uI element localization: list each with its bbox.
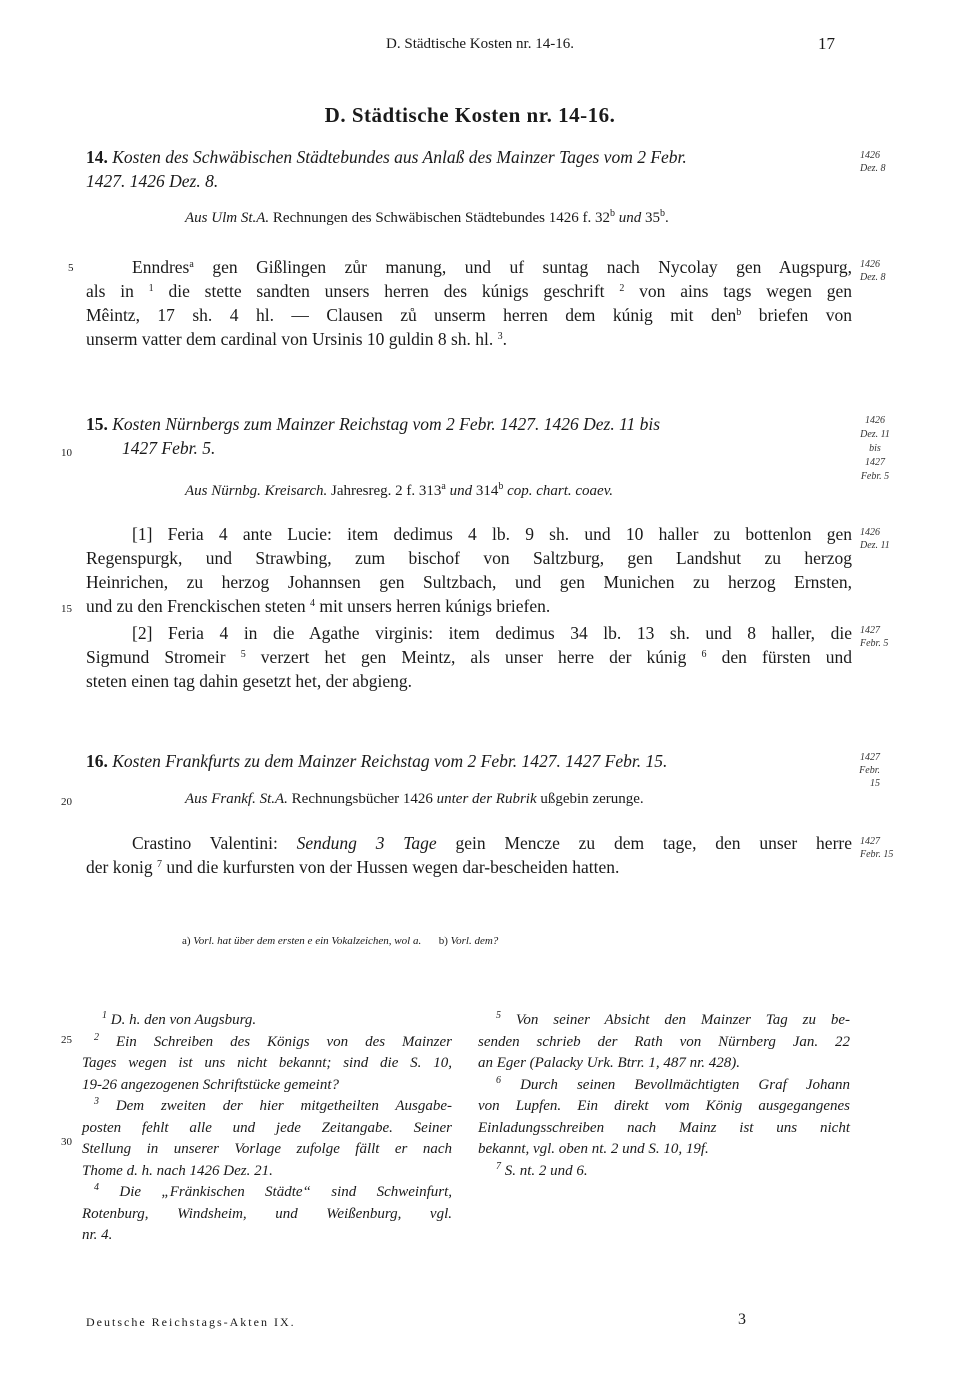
text: gein Mencze zu dem tage, den unser herre [436, 833, 852, 853]
footnote-number: 2 [94, 1031, 99, 1043]
item-15-heading [86, 413, 852, 436]
source-archive: Aus Frankf. St.A. [185, 791, 288, 807]
source-archive: Aus Ulm St.A. [185, 210, 270, 226]
margin-date-line: 1426 [865, 415, 885, 426]
footnote-text: S. nt. 2 und 6. [504, 1162, 588, 1179]
item-number: 15. [86, 414, 108, 434]
variant-label: b) [438, 935, 448, 947]
item-title-continued: 1427. 1426 Dez. 8. [86, 171, 219, 191]
source-text: Rechnungsbücher 1426 [291, 791, 433, 807]
margin-date-line: 1427 [860, 836, 880, 847]
margin-date [860, 258, 886, 284]
margin-date [860, 835, 893, 861]
item-16-source [185, 791, 644, 808]
text: Sigmund Stromeir [86, 647, 241, 667]
margin-date-line: Dez. 11 [860, 540, 890, 551]
margin-date [848, 751, 880, 790]
footnote-text: Durch seinen Bevollmächtigten Graf Johann [520, 1076, 850, 1093]
footnotes-left [82, 1010, 452, 1247]
margin-date-line: Febr. 15 [860, 849, 894, 860]
entry-1-line [86, 595, 550, 618]
source-text: 35 [644, 210, 660, 226]
entry-2-line: steten einen tag dahin gesetzt het, der abgieng. [86, 671, 413, 691]
text: der konig [86, 857, 157, 877]
footnotes-right [478, 1010, 850, 1182]
footnote-number: 4 [94, 1182, 99, 1193]
item-title: Kosten Frankfurts zu dem Mainzer Reichstag vom 2 Febr. 1427. 1427 Febr. 15. [112, 751, 668, 771]
item-16-line [86, 856, 619, 879]
item-14-line [86, 280, 852, 303]
item-number: 16. [86, 751, 108, 771]
entry-1-line: [1] Feria 4 ante Lucie: item dedimus 4 lb. 9 sh. und 10 haller zu bottenlon gen [132, 524, 852, 544]
item-title-continued: 1427 Febr. 5. [122, 438, 216, 458]
text: gen Gißlingen zůr manung, und uf suntag nach Nycolay gen Augspurg, [193, 257, 852, 277]
footnote-text: Dem zweiten der hier mitgetheilten Ausgabe- [115, 1098, 453, 1114]
footnote-number: 5 [496, 1010, 501, 1021]
footnote-text: D. h. den von Augsburg. [110, 1012, 257, 1028]
footnote-line: Rotenburg, Windsheim, und Weißenburg, vgl. [82, 1205, 452, 1222]
margin-date-line: Dez. 8 [860, 163, 886, 174]
line-number: 15 [61, 603, 72, 615]
text: Crastino Valentini: [132, 833, 297, 853]
item-14-line [132, 256, 852, 279]
margin-date-line: 1427 [860, 752, 880, 763]
footnote-line: Einladungsschreiben nach Mainz ist uns nicht [478, 1119, 850, 1136]
margin-date [860, 526, 890, 552]
footnote-text: Die „Fränkischen Städte“ sind Schweinfurt, [119, 1184, 452, 1200]
text: die stette sandten unsers herren des kúnigs geschrift [153, 281, 620, 301]
footnote-line: Stellung in unserer Vorlage zufolge fällt er nach [82, 1141, 452, 1157]
footnote [82, 1182, 452, 1204]
series-title: Deutsche Reichstags-Akten IX. [86, 1315, 296, 1329]
footnote [478, 1161, 850, 1183]
variant-text: Vorl. hat über dem ersten e ein Vokalzeichen, wol a. [193, 935, 422, 947]
variant-notes [182, 935, 498, 947]
item-14-source [185, 210, 669, 227]
item-14-line [86, 328, 507, 351]
text: und die kurfursten von der Hussen wegen dar-bescheiden hatten. [161, 857, 620, 877]
margin-date-line: Dez. 8 [860, 272, 886, 283]
text: von ains tags wegen gen [624, 281, 852, 301]
text: Enndres [132, 257, 190, 277]
text: als in [86, 281, 149, 301]
entry-1-line: Heinrichen, zu herzog Johannsen gen Sultzbach, und gen Munichen zu herzog Ernsten, [86, 572, 852, 592]
footnote-line: von Lupfen. Ein direkt vom König ausgegangenes [478, 1098, 850, 1114]
source-sup: b [609, 208, 615, 219]
margin-date-line: Febr. 15 [859, 765, 880, 789]
footnote-line: posten fehlt alle und jede Zeitangabe. Seiner [82, 1119, 452, 1136]
source-text: Jahresreg. 2 f. 313 [330, 483, 442, 499]
footnote-number: 3 [94, 1096, 99, 1107]
item-14-line [86, 304, 852, 327]
text: Sendung 3 Tage [296, 833, 437, 853]
footnote [82, 1032, 452, 1054]
entry-1-line: Regenspurgk, und Strawbing, zum bischof von Saltzburg, gen Landshut zu herzog [86, 548, 852, 568]
footnote-number: 7 [496, 1160, 501, 1172]
margin-date-line: Febr. 5 [860, 471, 890, 482]
variant-label: a) [182, 935, 191, 947]
footnote-line: nr. 4. [82, 1227, 113, 1243]
line-number: 10 [61, 447, 72, 459]
footnote-line: senden schrieb der Rath von Nürnberg Jan. 22 [478, 1033, 850, 1050]
page-number: 17 [818, 34, 835, 53]
footnote [478, 1010, 850, 1032]
text: mit unsers herren kúnigs briefen. [315, 596, 551, 616]
margin-date-line: bis [869, 443, 881, 454]
section-title: D. Städtische Kosten nr. 14-16. [324, 103, 616, 127]
footnote-ref: 3 [497, 331, 503, 342]
footnote-text: Von seiner Absicht den Mainzer Tag zu be- [515, 1012, 850, 1028]
entry-2-line: [2] Feria 4 in die Agathe virginis: item dedimus 34 lb. 13 sh. und 8 haller, die [132, 623, 852, 643]
source-text: cop. chart. coaev. [507, 483, 614, 499]
line-number: 25 [61, 1034, 72, 1046]
margin-date-line: 1426 [860, 150, 880, 161]
footnote-text: Ein Schreiben des Königs von des Mainzer [115, 1033, 453, 1050]
text: den fürsten und [706, 647, 852, 667]
margin-date-line: Febr. 5 [860, 638, 889, 649]
margin-date-line: Dez. 11 [860, 429, 890, 440]
footnote-ref: 7 [156, 859, 162, 870]
footnote [478, 1075, 850, 1097]
footnote-line: an Eger (Palacky Urk. Btrr. 1, 487 nr. 428). [478, 1055, 741, 1071]
source-text: Rechnungen des Schwäbischen Städtebundes 1426 f. 32 [272, 210, 610, 226]
item-title: Kosten des Schwäbischen Städtebundes aus Anlaß des Mainzer Tages vom 2 Febr. [112, 147, 687, 167]
footnote [82, 1010, 452, 1032]
running-title: D. Städtische Kosten nr. 14-16. [386, 36, 574, 52]
source-text: . [664, 210, 669, 226]
footnote-ref: 4 [310, 598, 316, 609]
footnote-ref: 5 [240, 649, 246, 660]
source-text: unter der Rubrik [436, 791, 537, 807]
item-16-line [132, 832, 852, 855]
variant-text: Vorl. dem? [450, 935, 499, 947]
item-15-source [185, 483, 613, 500]
footnote-line: Thome d. h. nach 1426 Dez. 21. [82, 1162, 273, 1179]
footnote-line: 19-26 angezogenen Schriftstücke gemeint? [82, 1076, 340, 1093]
line-number: 20 [61, 796, 72, 808]
footnote-ref: 2 [619, 283, 625, 294]
item-title: Kosten Nürnbergs zum Mainzer Reichstag vom 2 Febr. 1427. 1426 Dez. 11 bis [112, 414, 661, 434]
margin-date-line: 1426 [860, 527, 880, 538]
variant-ref: b [736, 307, 742, 318]
source-text: und [449, 483, 473, 499]
item-number: 14. [86, 147, 108, 167]
footnote-ref: 6 [701, 649, 707, 660]
footnote-line: Tages wegen ist uns nicht bekannt; sind die S. 10, [82, 1055, 452, 1071]
margin-date-line: 1426 [860, 259, 880, 270]
source-sup: b [498, 481, 504, 492]
line-number: 5 [68, 262, 74, 274]
signature-mark: 3 [738, 1311, 746, 1328]
source-text: und [618, 210, 642, 226]
margin-date-line: 1427 [860, 625, 880, 636]
margin-date-line: 1427 [865, 457, 885, 468]
footnote-ref: 1 [148, 283, 154, 294]
item-16-heading [86, 750, 852, 773]
entry-2-line [86, 646, 852, 669]
line-number: 30 [61, 1136, 72, 1148]
margin-date [860, 149, 886, 175]
footnote-line: bekannt, vgl. oben nt. 2 und S. 10, 19f. [478, 1141, 709, 1157]
text: verzert het gen Meintz, als unser herre der kúnig [245, 647, 702, 667]
source-text: 314 [475, 483, 499, 499]
margin-date [858, 414, 892, 484]
source-text: ußgebin zerunge. [540, 791, 644, 807]
margin-date [860, 624, 888, 650]
text: unserm vatter dem cardinal von Ursinis 10 guldin 8 sh. hl. [86, 329, 498, 349]
footnote-number: 6 [496, 1074, 501, 1086]
footnote [82, 1096, 452, 1118]
source-archive: Aus Nürnbg. Kreisarch. [185, 483, 328, 499]
text: und zu den Frenckischen steten [86, 596, 311, 616]
footnote-number: 1 [102, 1010, 107, 1021]
text: . [502, 329, 508, 349]
text: briefen von [741, 305, 852, 325]
variant-ref: a [189, 259, 194, 270]
source-sup: b [659, 208, 665, 219]
source-sup: a [441, 481, 446, 492]
item-14-heading [86, 146, 852, 169]
text: Mêintz, 17 sh. 4 hl. — Clausen zů unserm herren dem kúnig mit den [86, 305, 737, 325]
